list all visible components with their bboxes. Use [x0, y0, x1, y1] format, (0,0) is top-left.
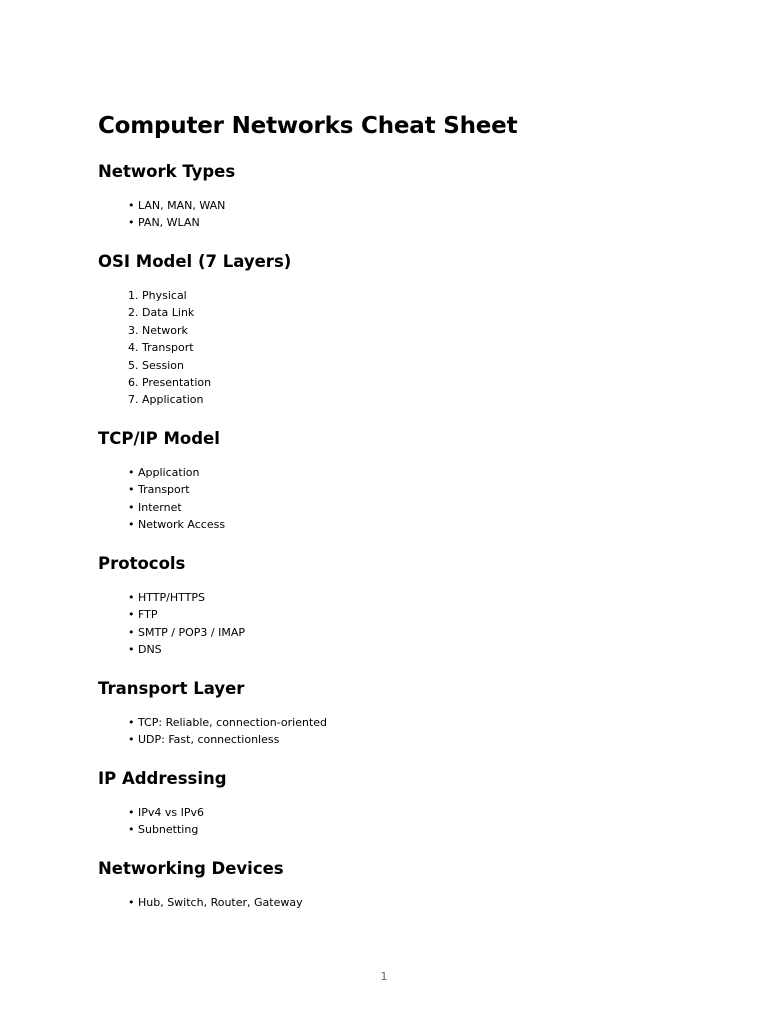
item-list	[98, 464, 698, 534]
item-list	[98, 197, 698, 232]
list-item: 3. Network	[128, 323, 188, 337]
list-item: • UDP: Fast, connectionless	[128, 733, 280, 747]
section-heading: Networking Devices	[98, 859, 284, 878]
section-ip-addressing	[98, 768, 698, 839]
list-item: 4. Transport	[128, 341, 194, 355]
item-list	[98, 287, 698, 409]
list-item: 1. Physical	[128, 289, 187, 302]
section-heading: Network Types	[98, 162, 236, 181]
page-number: 1	[380, 970, 388, 983]
list-item: 6. Presentation	[128, 376, 212, 390]
section-protocols	[98, 553, 698, 659]
section-networking-devices	[98, 858, 698, 911]
section-osi-model	[98, 251, 698, 409]
list-item: • PAN, WLAN	[128, 216, 200, 230]
page-title: Computer Networks Cheat Sheet	[98, 113, 518, 139]
list-item: • TCP: Reliable, connection-oriented	[128, 716, 328, 729]
list-item: 7. Application	[128, 393, 204, 407]
list-item: 2. Data Link	[128, 306, 195, 320]
section-heading: IP Addressing	[98, 769, 227, 788]
item-list	[98, 714, 698, 749]
section-tcp-ip-model	[98, 428, 698, 534]
section-heading: TCP/IP Model	[98, 429, 220, 448]
item-list	[98, 894, 698, 911]
list-item: • SMTP / POP3 / IMAP	[128, 625, 246, 639]
list-item: • Network Access	[128, 518, 226, 532]
list-item: 5. Session	[128, 358, 184, 372]
list-item: • FTP	[128, 608, 158, 622]
list-item: • Transport	[128, 483, 190, 497]
list-item: • LAN, MAN, WAN	[128, 199, 226, 212]
list-item: • Internet	[128, 500, 182, 514]
list-item: • Subnetting	[128, 823, 199, 837]
list-item: • HTTP/HTTPS	[128, 591, 205, 604]
list-item: • Application	[128, 466, 200, 479]
section-transport-layer	[98, 678, 698, 749]
list-item: • IPv4 vs IPv6	[128, 806, 204, 819]
section-heading: Transport Layer	[98, 679, 245, 698]
section-network-types	[98, 161, 698, 232]
item-list	[98, 589, 698, 659]
list-item: • DNS	[128, 643, 162, 657]
section-heading: Protocols	[98, 554, 186, 573]
item-list	[98, 804, 698, 839]
section-heading: OSI Model (7 Layers)	[98, 252, 292, 271]
list-item: • Hub, Switch, Router, Gateway	[128, 896, 303, 909]
